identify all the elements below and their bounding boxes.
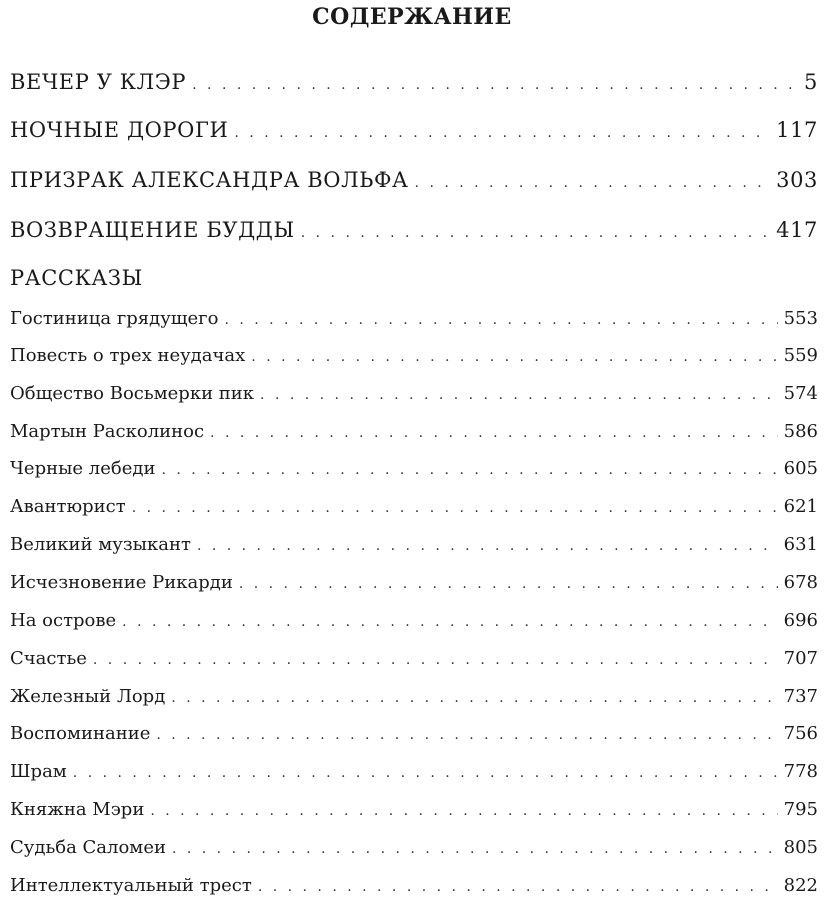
toc-entry-title: Гостиница грядущего	[10, 308, 219, 329]
toc-entry[interactable]	[10, 345, 818, 366]
toc-entry-page: 631	[783, 534, 818, 555]
page-title: СОДЕРЖАНИЕ	[312, 4, 512, 30]
dot-leader	[93, 652, 778, 668]
toc-entry[interactable]	[10, 383, 818, 404]
toc-entry[interactable]	[10, 496, 818, 517]
toc-entry[interactable]	[10, 118, 818, 142]
toc-entry-page: 822	[783, 875, 818, 896]
toc-entry-title: ВЕЧЕР У КЛЭР	[10, 70, 187, 94]
toc-entry-title: Железный Лорд	[10, 686, 166, 707]
toc-entry[interactable]	[10, 610, 818, 631]
toc-entry-title: Счастье	[10, 648, 87, 669]
toc-entry[interactable]	[10, 308, 818, 329]
toc-entry-page: 678	[783, 572, 818, 593]
toc-entry[interactable]	[10, 421, 818, 442]
dot-leader	[239, 576, 778, 592]
toc-entry-title: Воспоминание	[10, 723, 151, 744]
toc-entry[interactable]	[10, 648, 818, 669]
toc-entry-title: Великий музыкант	[10, 534, 191, 555]
toc-entry[interactable]	[10, 686, 818, 707]
dot-leader	[161, 462, 777, 478]
dot-leader	[251, 349, 777, 365]
dot-leader	[210, 425, 778, 441]
dot-leader	[132, 500, 778, 516]
dot-leader	[171, 690, 777, 706]
dot-leader	[260, 387, 778, 403]
toc-entry[interactable]	[10, 723, 818, 744]
toc-entry-page: 805	[783, 837, 818, 858]
dot-leader	[234, 125, 770, 141]
toc-entry-title: Повесть о трех неудачах	[10, 345, 246, 366]
dot-leader	[258, 879, 778, 895]
toc-entry-title: Княжна Мэри	[10, 799, 145, 820]
section-heading: РАССКАЗЫ	[10, 266, 143, 290]
toc-entry[interactable]	[10, 799, 818, 820]
dot-leader	[150, 803, 777, 819]
toc-entry-page: 707	[783, 648, 818, 669]
toc-entry-page: 559	[783, 345, 818, 366]
toc-entry[interactable]	[10, 458, 818, 479]
toc-entry[interactable]	[10, 70, 818, 94]
toc-entry-page: 696	[783, 610, 818, 631]
toc-entry-title: Черные лебеди	[10, 458, 156, 479]
toc-entry-title: НОЧНЫЕ ДОРОГИ	[10, 118, 229, 142]
toc-entry-page: 417	[776, 218, 818, 242]
toc-entry-title: Судьба Саломеи	[10, 837, 166, 858]
toc-entry-title: Общество Восьмерки пик	[10, 383, 255, 404]
toc-entry-page: 621	[783, 496, 818, 517]
toc-entry[interactable]	[10, 168, 818, 192]
toc-entry-page: 795	[783, 799, 818, 820]
toc-entry-page: 574	[783, 383, 818, 404]
toc-entry-title: Шрам	[10, 761, 67, 782]
toc-entry-title: Авантюрист	[10, 496, 126, 517]
dot-leader	[192, 77, 798, 93]
toc-entry[interactable]	[10, 875, 818, 896]
toc-entry-page: 117	[776, 118, 818, 142]
dot-leader	[73, 765, 778, 781]
toc-entry-page: 778	[783, 761, 818, 782]
dot-leader	[301, 225, 770, 241]
dot-leader	[122, 614, 777, 630]
toc-entry-title: ПРИЗРАК АЛЕКСАНДРА ВОЛЬФА	[10, 168, 409, 192]
toc-entry-title: Мартын Расколинос	[10, 421, 205, 442]
toc-entry-page: 5	[804, 70, 818, 94]
toc-entry-page: 756	[783, 723, 818, 744]
toc-entry-page: 605	[783, 458, 818, 479]
toc-entry-page: 737	[783, 686, 818, 707]
toc-entry-title: ВОЗВРАЩЕНИЕ БУДДЫ	[10, 218, 295, 242]
dot-leader	[197, 538, 778, 554]
toc-entry-title: На острове	[10, 610, 117, 631]
dot-leader	[156, 727, 777, 743]
toc-entry[interactable]	[10, 218, 818, 242]
toc-entry[interactable]	[10, 534, 818, 555]
toc-entry-page: 553	[783, 308, 818, 329]
toc-entry-title: Интеллектуальный трест	[10, 875, 252, 896]
toc-entry[interactable]	[10, 761, 818, 782]
toc-entry[interactable]	[10, 837, 818, 858]
dot-leader	[172, 841, 778, 857]
toc-entry-title: Исчезновение Рикарди	[10, 572, 233, 593]
dot-leader	[415, 175, 771, 191]
dot-leader	[224, 312, 777, 328]
toc-entry-page: 303	[776, 168, 818, 192]
toc-entry-page: 586	[783, 421, 818, 442]
toc-entry[interactable]	[10, 572, 818, 593]
